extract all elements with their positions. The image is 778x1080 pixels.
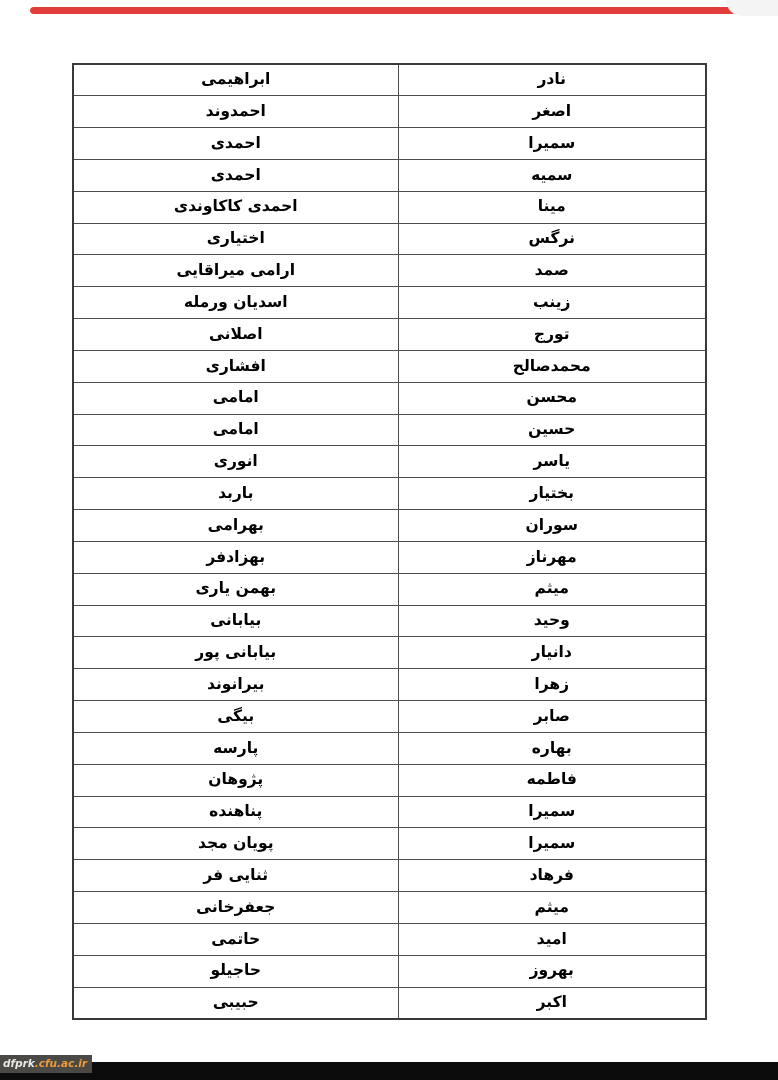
last-name-cell: اصلانی bbox=[73, 319, 398, 351]
last-name-cell: پویان مجد bbox=[73, 828, 398, 860]
last-name-cell: حبیبی bbox=[73, 987, 398, 1019]
table-row bbox=[73, 892, 706, 924]
table-row bbox=[73, 764, 706, 796]
last-name-cell: بیابانی پور bbox=[73, 637, 398, 669]
last-name-cell: بهمن یاری bbox=[73, 573, 398, 605]
watermark-prefix: dfprk bbox=[3, 1058, 35, 1070]
last-name-cell: ارامی میراقایی bbox=[73, 255, 398, 287]
table-row bbox=[73, 159, 706, 191]
first-name-cell: زینب bbox=[398, 287, 706, 319]
table-row bbox=[73, 191, 706, 223]
first-name-cell: محسن bbox=[398, 382, 706, 414]
first-name-cell: زهرا bbox=[398, 669, 706, 701]
table-row bbox=[73, 637, 706, 669]
table-row bbox=[73, 541, 706, 573]
last-name-cell: بهرامی bbox=[73, 510, 398, 542]
table-row bbox=[73, 923, 706, 955]
first-name-cell: اکبر bbox=[398, 987, 706, 1019]
names-table bbox=[72, 63, 707, 1020]
last-name-cell: بیرانوند bbox=[73, 669, 398, 701]
last-name-cell: جعفرخانی bbox=[73, 892, 398, 924]
first-name-cell: صمد bbox=[398, 255, 706, 287]
table-row bbox=[73, 987, 706, 1019]
table-row bbox=[73, 382, 706, 414]
last-name-cell: احمدی کاکاوندی bbox=[73, 191, 398, 223]
table-row bbox=[73, 64, 706, 96]
table-row bbox=[73, 860, 706, 892]
last-name-cell: پژوهان bbox=[73, 764, 398, 796]
last-name-cell: باربد bbox=[73, 478, 398, 510]
roster-body bbox=[73, 64, 706, 1019]
first-name-cell: میثم bbox=[398, 573, 706, 605]
first-name-cell: سوران bbox=[398, 510, 706, 542]
table-row bbox=[73, 732, 706, 764]
first-name-cell: یاسر bbox=[398, 446, 706, 478]
last-name-cell: پارسه bbox=[73, 732, 398, 764]
top-red-bar bbox=[30, 7, 746, 14]
table-row bbox=[73, 955, 706, 987]
bottom-bar bbox=[0, 1062, 778, 1080]
first-name-cell: محمدصالح bbox=[398, 350, 706, 382]
first-name-cell: بهروز bbox=[398, 955, 706, 987]
table-row bbox=[73, 287, 706, 319]
table-row bbox=[73, 669, 706, 701]
last-name-cell: بیگی bbox=[73, 701, 398, 733]
last-name-cell: حاتمی bbox=[73, 923, 398, 955]
last-name-cell: احمدی bbox=[73, 159, 398, 191]
last-name-cell: انوری bbox=[73, 446, 398, 478]
first-name-cell: امید bbox=[398, 923, 706, 955]
first-name-cell: وحید bbox=[398, 605, 706, 637]
first-name-cell: نادر bbox=[398, 64, 706, 96]
watermark-suffix: .cfu.ac.ir bbox=[34, 1058, 88, 1070]
corner-shape bbox=[726, 0, 778, 16]
last-name-cell: اختیاری bbox=[73, 223, 398, 255]
table-row bbox=[73, 796, 706, 828]
table-row bbox=[73, 319, 706, 351]
last-name-cell: پناهنده bbox=[73, 796, 398, 828]
last-name-cell: ابراهیمی bbox=[73, 64, 398, 96]
table-row bbox=[73, 828, 706, 860]
last-name-cell: افشاری bbox=[73, 350, 398, 382]
table-row bbox=[73, 414, 706, 446]
first-name-cell: فرهاد bbox=[398, 860, 706, 892]
last-name-cell: امامی bbox=[73, 414, 398, 446]
table-row bbox=[73, 128, 706, 160]
last-name-cell: احمدی bbox=[73, 128, 398, 160]
table-row bbox=[73, 573, 706, 605]
table-row bbox=[73, 223, 706, 255]
first-name-cell: دانیار bbox=[398, 637, 706, 669]
first-name-cell: نرگس bbox=[398, 223, 706, 255]
last-name-cell: حاجیلو bbox=[73, 955, 398, 987]
table-row bbox=[73, 510, 706, 542]
last-name-cell: بیابانی bbox=[73, 605, 398, 637]
first-name-cell: فاطمه bbox=[398, 764, 706, 796]
first-name-cell: بهاره bbox=[398, 732, 706, 764]
first-name-cell: بختیار bbox=[398, 478, 706, 510]
site-watermark-badge bbox=[0, 1055, 92, 1073]
last-name-cell: امامی bbox=[73, 382, 398, 414]
table-row bbox=[73, 605, 706, 637]
table-row bbox=[73, 350, 706, 382]
first-name-cell: میثم bbox=[398, 892, 706, 924]
table-row bbox=[73, 255, 706, 287]
first-name-cell: سمیرا bbox=[398, 796, 706, 828]
first-name-cell: سمیه bbox=[398, 159, 706, 191]
table-row bbox=[73, 446, 706, 478]
first-name-cell: تورج bbox=[398, 319, 706, 351]
last-name-cell: ثنایی فر bbox=[73, 860, 398, 892]
first-name-cell: سمیرا bbox=[398, 128, 706, 160]
first-name-cell: صابر bbox=[398, 701, 706, 733]
table-row bbox=[73, 478, 706, 510]
first-name-cell: سمیرا bbox=[398, 828, 706, 860]
last-name-cell: بهزادفر bbox=[73, 541, 398, 573]
table-row bbox=[73, 96, 706, 128]
last-name-cell: احمدوند bbox=[73, 96, 398, 128]
first-name-cell: حسین bbox=[398, 414, 706, 446]
first-name-cell: مهرناز bbox=[398, 541, 706, 573]
table-row bbox=[73, 701, 706, 733]
first-name-cell: اصغر bbox=[398, 96, 706, 128]
first-name-cell: مینا bbox=[398, 191, 706, 223]
last-name-cell: اسدیان ورمله bbox=[73, 287, 398, 319]
